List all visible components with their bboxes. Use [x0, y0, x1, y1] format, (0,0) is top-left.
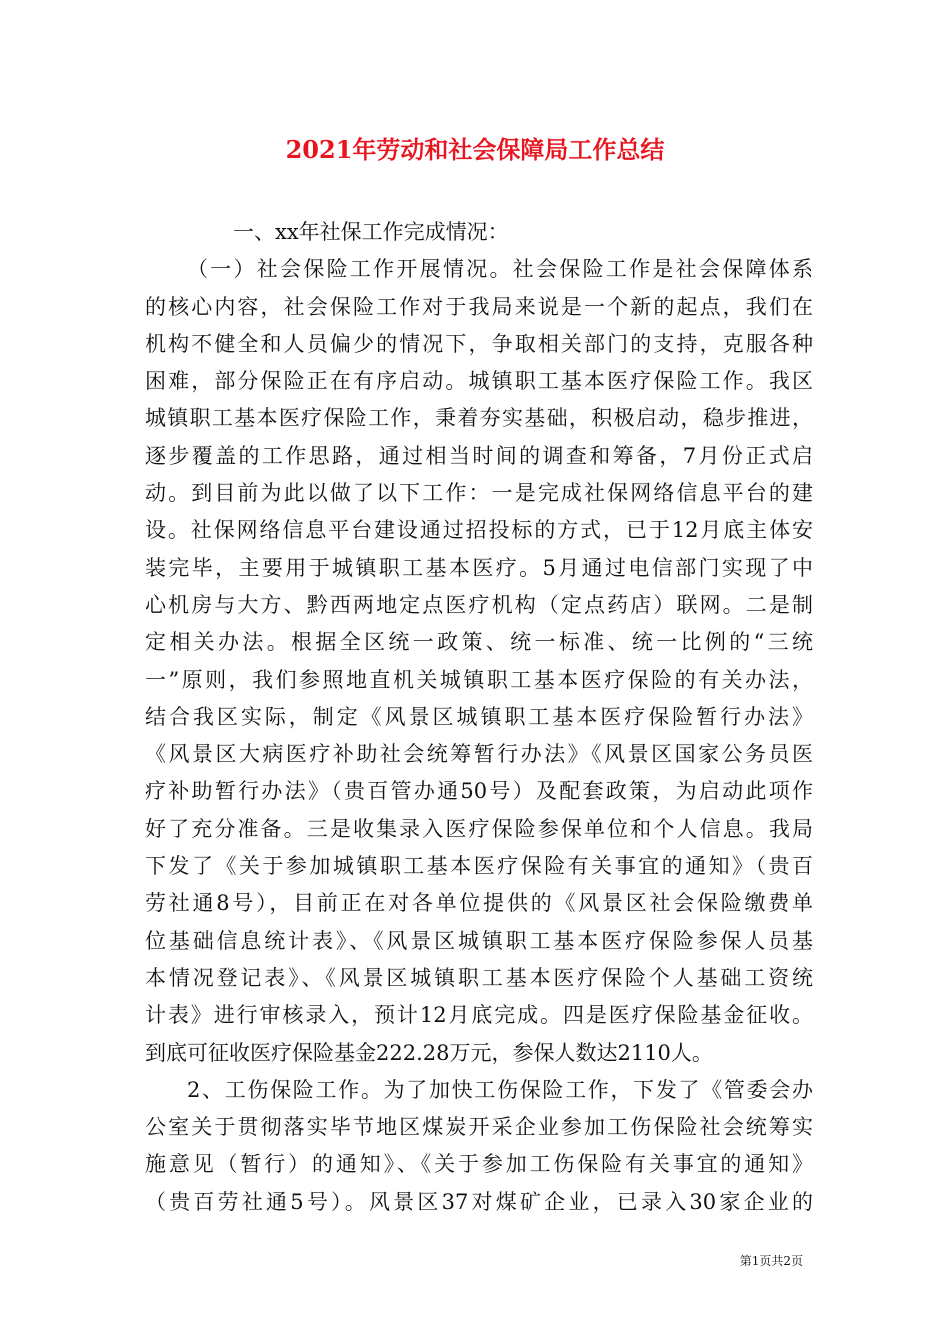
paragraph-line: 本情况登记表》、《风景区城镇职工基本医疗保险个人基础工资统	[145, 965, 813, 990]
paragraph-line: 一”原则，我们参照地直机关城镇职工基本医疗保险的有关办法，	[145, 667, 813, 692]
paragraph-line: 到底可征收医疗保险基金222.28万元，参保人数达2110人。	[145, 1040, 713, 1065]
paragraph-line: 设。社保网络信息平台建设通过招投标的方式，已于12月底主体安	[145, 518, 813, 543]
document-title: 2021年劳动和社会保障局工作总结	[285, 135, 665, 164]
paragraph-line: 《风景区大病医疗补助社会统筹暂行办法》《风景区国家公务员医	[145, 742, 813, 767]
paragraph-line: （一）社会保险工作开展情况。社会保险工作是社会保障体系	[187, 257, 813, 282]
paragraph-line: 的核心内容，社会保险工作对于我局来说是一个新的起点，我们在	[145, 294, 813, 319]
paragraph-line: 定相关办法。根据全区统一政策、统一标准、统一比例的“三统	[145, 630, 813, 655]
paragraph-line: 逐步覆盖的工作思路，通过相当时间的调查和筹备，7月份正式启	[145, 443, 813, 468]
paragraph-line: 困难，部分保险正在有序启动。城镇职工基本医疗保险工作。我区	[145, 369, 813, 394]
page-number-footer: 第1页共2页	[739, 1254, 803, 1268]
paragraph-line: 心机房与大方、黔西两地定点医疗机构（定点药店）联网。二是制	[145, 592, 813, 617]
paragraph-line: 装完毕，主要用于城镇职工基本医疗。5月通过电信部门实现了中	[145, 555, 813, 580]
paragraph-line: （贵百劳社通5号）。风景区37对煤矿企业，已录入30家企业的	[145, 1189, 813, 1214]
paragraph-line: 计表》进行审核录入，预计12月底完成。四是医疗保险基金征收。	[145, 1003, 813, 1028]
document-body	[145, 214, 813, 1221]
paragraph-line: 动。到目前为此以做了以下工作：一是完成社保网络信息平台的建	[145, 481, 813, 506]
paragraph-line: 劳社通8号），目前正在对各单位提供的《风景区社会保险缴费单	[145, 891, 813, 916]
paragraph-line: 城镇职工基本医疗保险工作，秉着夯实基础，积极启动，稳步推进，	[145, 406, 813, 431]
paragraph-line: 公室关于贯彻落实毕节地区煤炭开采企业参加工伤保险社会统筹实	[145, 1115, 813, 1140]
paragraph-line: 位基础信息统计表》、《风景区城镇职工基本医疗保险参保人员基	[145, 928, 813, 953]
section-heading: 一、xx年社保工作完成情况：	[233, 220, 509, 244]
paragraph-line: 疗补助暂行办法》（贵百管办通50号）及配套政策，为启动此项作	[145, 779, 813, 804]
paragraph-line: 机构不健全和人员偏少的情况下，争取相关部门的支持，克服各种	[145, 331, 813, 356]
paragraph-line: 下发了《关于参加城镇职工基本医疗保险有关事宜的通知》（贵百	[145, 854, 813, 879]
paragraph-line: 2、工伤保险工作。为了加快工伤保险工作，下发了《管委会办	[187, 1077, 813, 1102]
paragraph-line: 结合我区实际，制定《风景区城镇职工基本医疗保险暂行办法》	[145, 704, 813, 729]
paragraph-line: 施意见（暂行）的通知》、《关于参加工伤保险有关事宜的通知》	[145, 1152, 813, 1177]
paragraph-line: 好了充分准备。三是收集录入医疗保险参保单位和个人信息。我局	[145, 816, 813, 841]
